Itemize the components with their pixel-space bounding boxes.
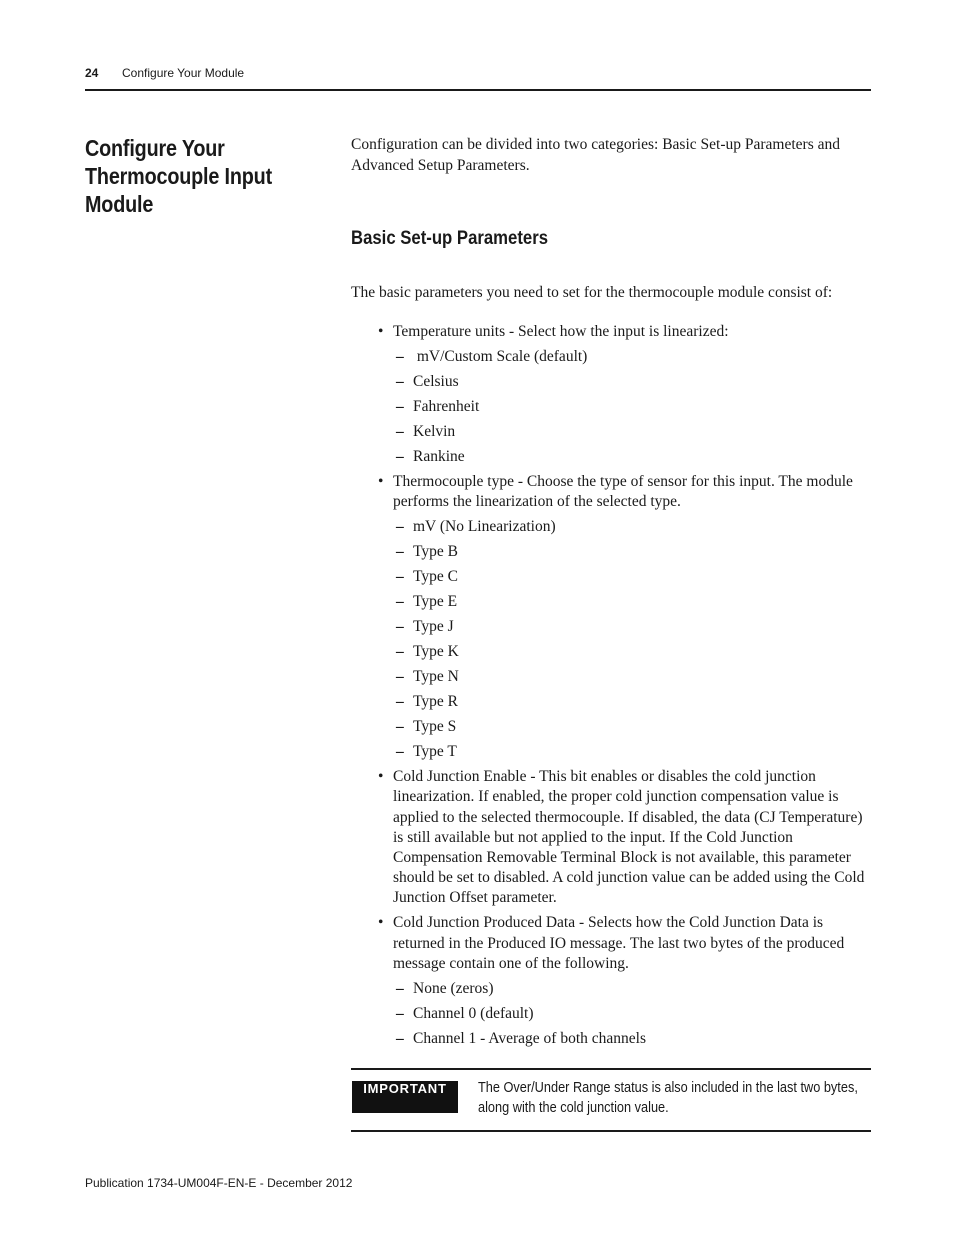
bullet-item (351, 913, 873, 974)
dash-marker: – (396, 1029, 404, 1047)
dash-marker: – (396, 668, 404, 686)
bullet-text: Temperature units - Select how the input is linearized: (393, 323, 729, 340)
dash-marker: – (396, 643, 404, 661)
sub-item-text: Type S (413, 718, 457, 736)
sub-item-text: Type C (413, 568, 458, 586)
sub-item-text: Channel 1 - Average of both channels (413, 1029, 646, 1047)
lead-paragraph: The basic parameters you need to set for the thermocouple module consist of: (351, 284, 833, 301)
dash-marker: – (396, 423, 404, 440)
sub-item-text: Rankine (413, 448, 465, 465)
important-badge: IMPORTANT (352, 1081, 458, 1113)
dash-marker: – (396, 593, 404, 611)
sub-item (351, 542, 873, 567)
sub-item-text: Channel 0 (default) (413, 1004, 534, 1022)
dash-marker: – (396, 398, 404, 415)
bullet-dot: • (378, 473, 384, 490)
bullet-item (351, 322, 873, 342)
sub-item (351, 617, 873, 642)
sub-item (351, 1004, 873, 1029)
sub-item-text: Type N (413, 668, 459, 686)
dash-marker: – (396, 448, 404, 465)
bullet-dot: • (378, 323, 384, 340)
sub-item (351, 692, 873, 717)
sub-item-text: Kelvin (413, 423, 456, 440)
sub-item-text: Fahrenheit (413, 398, 480, 415)
dash-marker: – (396, 743, 404, 761)
dash-marker: – (396, 979, 404, 997)
bullet-dot: • (378, 914, 384, 932)
dash-marker: – (396, 568, 404, 586)
sub-item (351, 422, 873, 447)
dash-marker: – (396, 718, 404, 736)
sub-item-text: Celsius (413, 373, 459, 390)
dash-marker: – (396, 373, 404, 390)
sub-item (351, 979, 873, 1004)
dash-marker: – (396, 693, 404, 711)
sub-item (351, 667, 873, 692)
sub-item (351, 717, 873, 742)
subsection-title: Basic Set-up Parameters (351, 228, 549, 249)
sub-item-text: Type R (413, 693, 458, 711)
sub-item (351, 347, 873, 372)
sub-item-text: Type B (413, 543, 458, 561)
dash-marker: – (396, 1004, 404, 1022)
page-number: 24 (85, 66, 99, 80)
sub-item-text: mV/Custom Scale (default) (413, 348, 588, 365)
sub-item (351, 372, 873, 397)
sub-item (351, 642, 873, 667)
sub-item-text: Type K (413, 643, 459, 661)
sub-item (351, 742, 873, 767)
intro-paragraph: Configuration can be divided into two categories: Basic Set-up Parameters and Advanced Setup Parameters. (351, 136, 840, 174)
parameter-list (351, 322, 873, 1054)
sub-item-text: Type J (413, 618, 454, 636)
important-text: The Over/Under Range status is also included in the last two bytes, along with the cold junction value. (478, 1079, 858, 1116)
sub-item (351, 517, 873, 542)
sub-item (351, 447, 873, 472)
bullet-text: Cold Junction Enable - This bit enables or disables the cold junction linearization. If enabled, the proper cold junction compensation value is applied to the selected thermocouple. If disabled, the data (CJ Temperature) is still available but not applied to the input. If the Cold Junction Compensation Removable Terminal Block is not available, this parameter should be set to disabled. A cold junction value can be added using the Cold Junction Offset parameter. (393, 768, 865, 907)
running-title: Configure Your Module (122, 66, 245, 80)
important-top-rule (351, 1068, 871, 1070)
bullet-item (351, 767, 873, 908)
header-rule (85, 89, 871, 91)
sub-item (351, 1029, 873, 1054)
sub-item-text: None (zeros) (413, 979, 494, 997)
sub-item-text: mV (No Linearization) (413, 518, 556, 536)
sub-item-text: Type T (413, 743, 457, 761)
sub-item (351, 567, 873, 592)
dash-marker: – (396, 518, 404, 536)
footer-publication: Publication 1734-UM004F-EN-E - December 2012 (85, 1176, 353, 1190)
dash-marker: – (396, 618, 404, 636)
dash-marker: – (396, 543, 404, 561)
section-title: Configure Your Thermocouple Input Module (85, 135, 273, 217)
sub-item-text: Type E (413, 593, 458, 611)
sub-item (351, 592, 873, 617)
bullet-text: Cold Junction Produced Data - Selects how the Cold Junction Data is returned in the Produced IO message. The last two bytes of the produced message contain one of the following. (393, 914, 845, 972)
bullet-dot: • (378, 768, 384, 786)
bullet-text: Thermocouple type - Choose the type of sensor for this input. The module performs the linearization of the selected type. (393, 473, 853, 511)
important-bottom-rule (351, 1130, 871, 1132)
bullet-item (351, 472, 873, 512)
dash-marker: – (396, 348, 404, 365)
sub-item (351, 397, 873, 422)
